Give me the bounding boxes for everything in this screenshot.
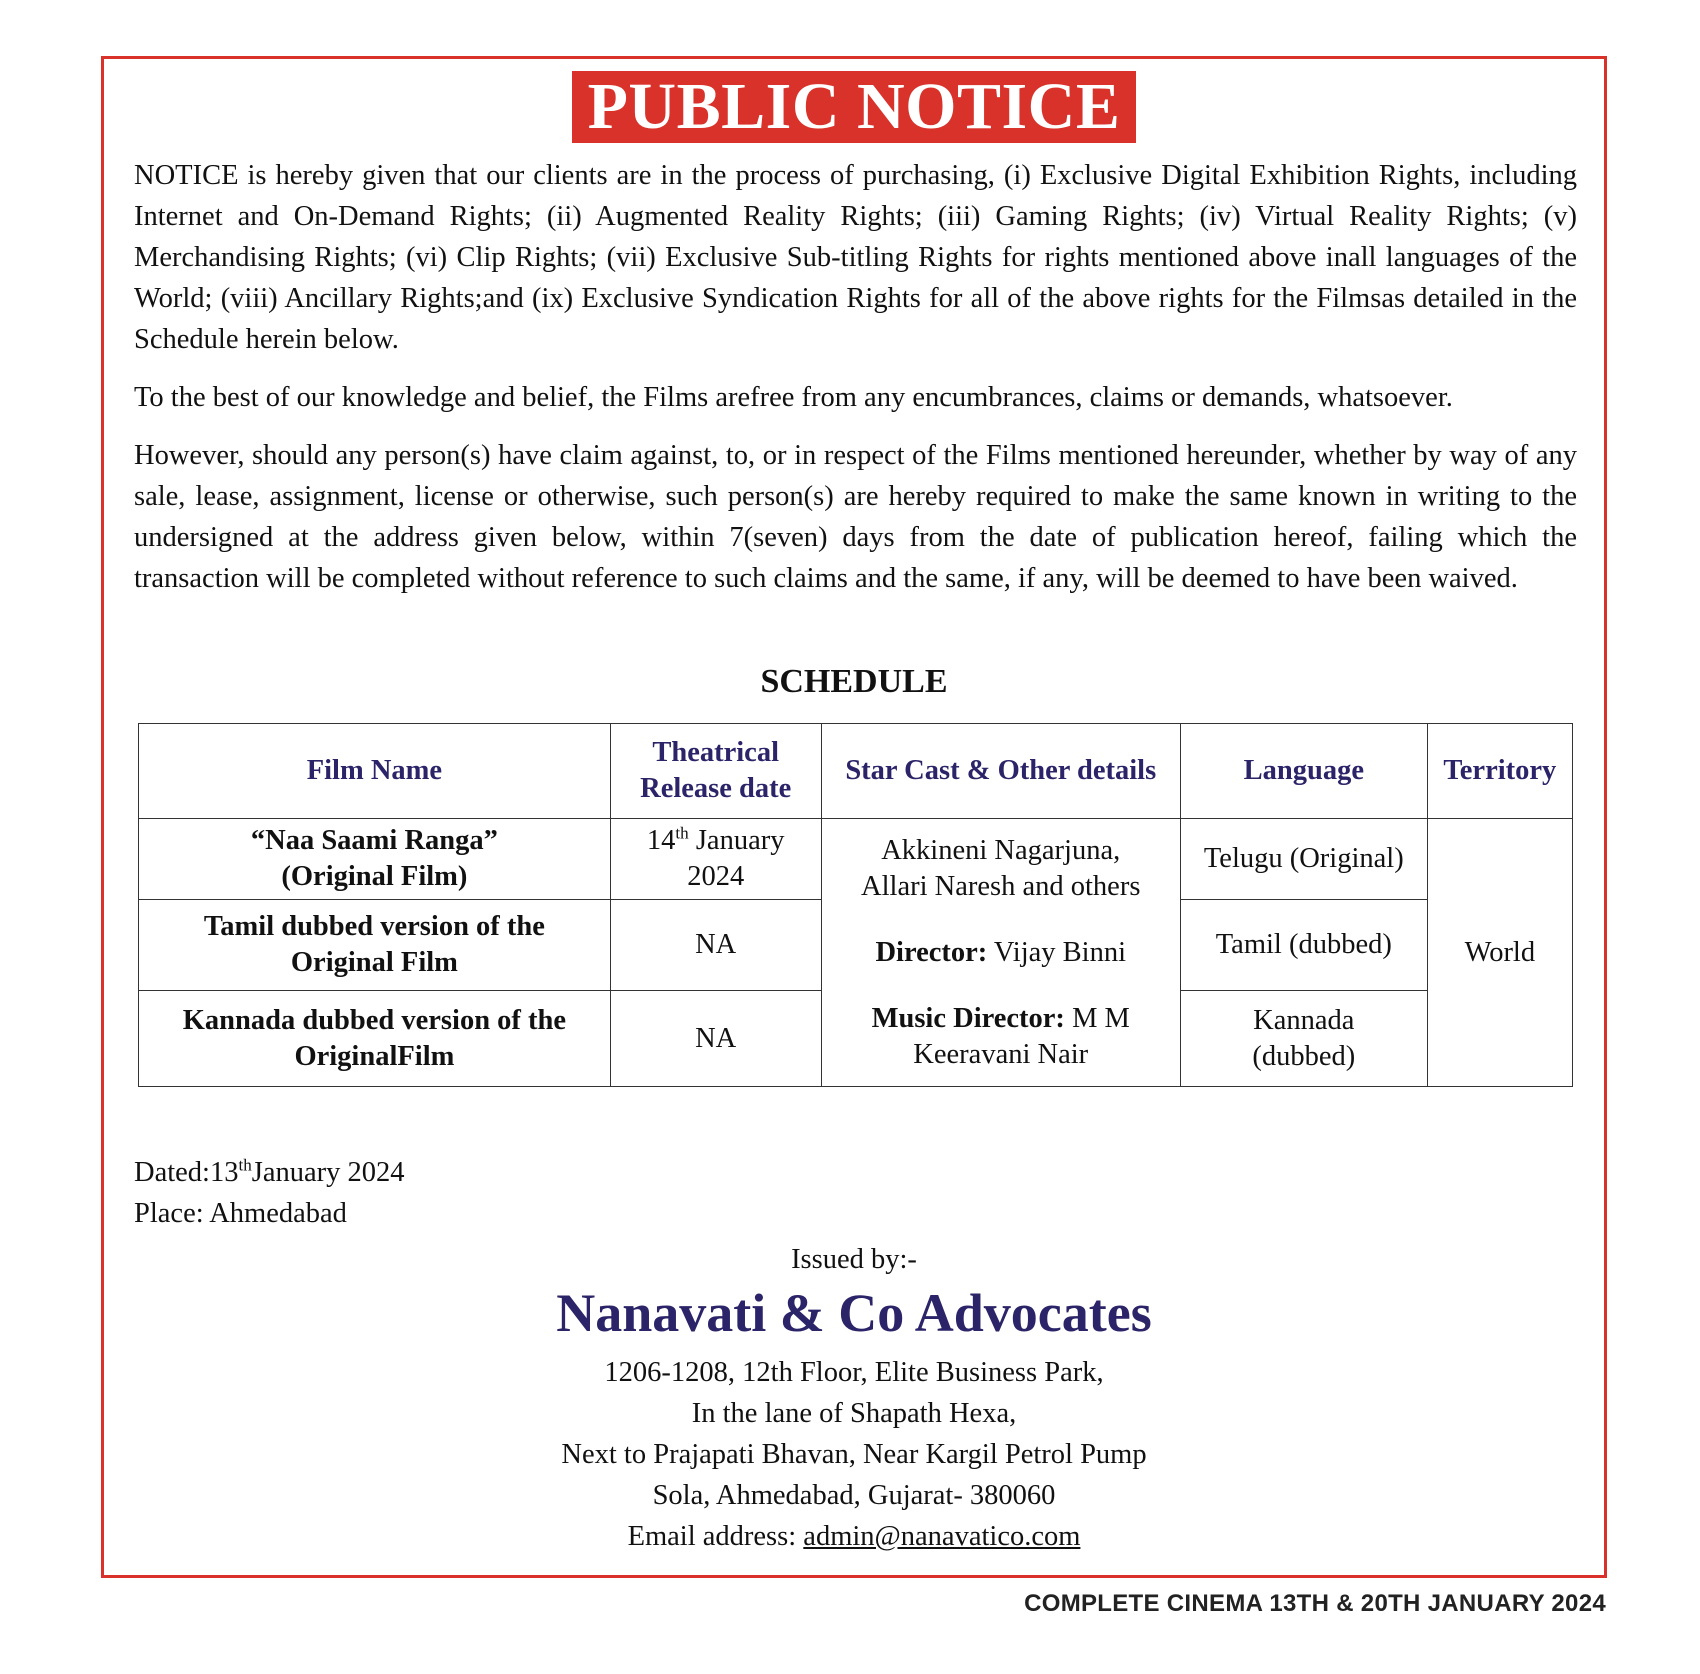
date-place-block (134, 1152, 405, 1234)
release-date-cell (610, 819, 821, 900)
director-value: Vijay Binni (987, 936, 1126, 968)
paragraph-claims: However, should any person(s) have claim against, to, or in respect of the Films mentioned hereunder, whether by way of any sale, lease, assignment, license or otherwise, such person(s) are hereby required to make the same known in writing to the undersigned at the address given below, within 7(seven) days from the date of publication hereof, failing which the transaction will be completed without reference to such claims and the same, if any, will be deemed to have been waived. (134, 440, 1577, 594)
release-suffix: th (675, 823, 689, 843)
director-label: Director: (875, 936, 988, 968)
issued-by: Issued by:- (791, 1244, 917, 1275)
film-name-cell (139, 900, 611, 991)
director-line (828, 935, 1174, 971)
notice-body (134, 155, 1577, 616)
header-release-line1: Theatrical (652, 737, 779, 768)
film-name-line1: Tamil dubbed version of the (203, 911, 545, 942)
address-block (104, 1352, 1604, 1557)
release-date-cell: NA (610, 900, 821, 991)
release-year: 2024 (687, 861, 745, 892)
star-cast-cell (821, 819, 1180, 1087)
header-territory: Territory (1427, 724, 1572, 819)
header-film-name: Film Name (139, 724, 611, 819)
email-link[interactable]: admin@nanavatico.com (803, 1521, 1081, 1552)
language-cell: Tamil (dubbed) (1180, 900, 1427, 991)
music-director-value-2: Keeravani Nair (913, 1038, 1089, 1070)
dated-rest: January 2024 (251, 1157, 405, 1188)
schedule-table (138, 723, 1573, 1087)
email-label: Email address: (627, 1521, 804, 1552)
notice-frame (101, 56, 1607, 1578)
publication-footer: COMPLETE CINEMA 13TH & 20TH JANUARY 2024 (1024, 1590, 1606, 1617)
language-cell: Telugu (Original) (1180, 819, 1427, 900)
firm-name: Nanavati & Co Advocates (556, 1283, 1152, 1343)
paragraph-encumbrances: To the best of our knowledge and belief, the Films arefree from any encumbrances, claims or demands, whatsoever. (134, 382, 1453, 413)
music-director-line (828, 1001, 1174, 1073)
territory-cell: World (1427, 819, 1572, 1087)
film-name-line2: (Original Film) (281, 861, 468, 892)
music-director-value-1: M M (1064, 1002, 1130, 1034)
table-header-row (139, 724, 1573, 819)
language-line2: (dubbed) (1252, 1040, 1356, 1072)
film-name-line2: OriginalFilm (294, 1040, 455, 1072)
release-day: 14 (646, 825, 676, 856)
header-release-date (610, 724, 821, 819)
address-line: Next to Prajapati Bhavan, Near Kargil Petrol Pump (561, 1439, 1147, 1470)
paragraph-rights: NOTICE is hereby given that our clients are in the process of purchasing, (i) Exclusive Digital Exhibition Rights, including Internet and On-Demand Rights; (ii) Augmented Reality Rights; (iii) Gaming Rights; (iv) Virtual Reality Rights; (v) Merchandising Rights; (vi) Clip Rights; (vii) Exclusive Sub-titling Rights for rights mentioned above inall languages of the World; (viii) Ancillary Rights;and (ix) Exclusive Syndication Rights for all of the above rights for the Filmsas detailed in the Schedule herein below. (134, 160, 1577, 355)
place-line: Place: Ahmedabad (134, 1198, 347, 1229)
film-name-line1: Kannada dubbed version of the (182, 1004, 567, 1036)
dated-line (134, 1152, 405, 1193)
music-director-label: Music Director: (871, 1002, 1065, 1034)
film-name-line2: Original Film (290, 947, 458, 978)
header-release-line2: Release date (640, 773, 792, 804)
address-line: Sola, Ahmedabad, Gujarat- 380060 (652, 1480, 1056, 1511)
address-line: 1206-1208, 12th Floor, Elite Business Park, (604, 1357, 1104, 1388)
language-cell (1180, 991, 1427, 1087)
address-line: In the lane of Shapath Hexa, (691, 1398, 1017, 1429)
email-line (104, 1516, 1604, 1557)
table-row (139, 819, 1573, 900)
cast-line2: Allari Naresh and others (861, 870, 1141, 902)
release-month: January (688, 825, 785, 856)
dated-prefix: Dated:13 (134, 1157, 239, 1188)
language-line1: Kannada (1253, 1004, 1355, 1036)
film-name-cell (139, 991, 611, 1087)
header-star-cast: Star Cast & Other details (821, 724, 1180, 819)
film-name-cell (139, 819, 611, 900)
release-date-cell: NA (610, 991, 821, 1087)
header-language: Language (1180, 724, 1427, 819)
film-name-line1: “Naa Saami Ranga” (250, 825, 498, 856)
cast-names (828, 833, 1174, 905)
title-wrap (104, 71, 1604, 143)
cast-line1: Akkineni Nagarjuna, (881, 834, 1121, 866)
schedule-heading: SCHEDULE (760, 663, 948, 700)
dated-suffix: th (238, 1155, 252, 1175)
notice-title: PUBLIC NOTICE (572, 71, 1137, 143)
